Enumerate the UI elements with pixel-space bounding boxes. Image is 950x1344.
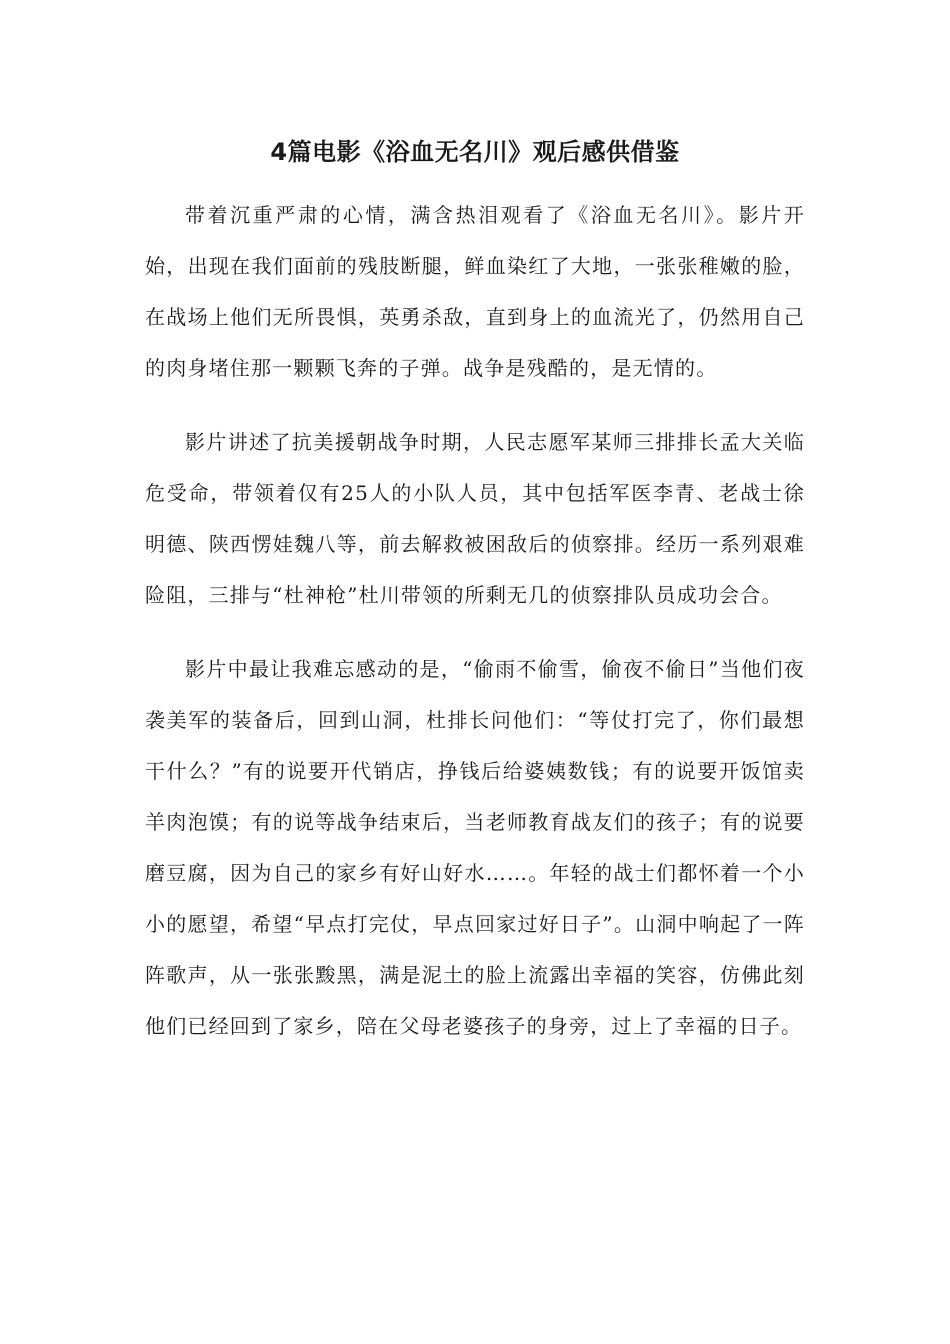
paragraph-3: 影片中最让我难忘感动的是，“偷雨不偷雪，偷夜不偷日”当他们夜袭美军的装备后，回到山洞，杜排长问他们：“等仗打完了，你们最想干什么？”有的说要开代销店，挣钱后给婆姨数钱；有的说要开饭馆卖羊肉泡馍；有的说等战争结束后，当老师教育战友们的孩子；有的说要磨豆腐，因为自己的家乡有好山好水……。年轻的战士们都怀着一个小小的愿望，希望“早点打完仗，早点回家过好日子”。山洞中响起了一阵阵歌声，从一张张黢黑，满是泥土的脸上流露出幸福的笑容，仿佛此刻他们已经回到了家乡，陪在父母老婆孩子的身旁，过上了幸福的日子。 [145, 657, 805, 1038]
document-body [145, 190, 805, 1075]
document-title: 4篇电影《浴血无名川》观后感供借鉴 [270, 138, 680, 166]
paragraph-2: 影片讲述了抗美援朝战争时期，人民志愿军某师三排排长孟大关临危受命，带领着仅有25人的小队人员，其中包括军医李青、老战士徐明德、陕西愣娃魏八等，前去解救被困敌后的侦察排。经历一系列艰难险阻，三排与“杜神枪”杜川带领的所剩无几的侦察排队员成功会合。 [145, 430, 805, 607]
paragraph-1: 带着沉重严肃的心情，满含热泪观看了《浴血无名川》。影片开始，出现在我们面前的残肢断腿，鲜血染红了大地，一张张稚嫩的脸，在战场上他们无所畏惧，英勇杀敌，直到身上的血流光了，仍然用自己的肉身堵住那一颗颗飞奔的子弹。战争是残酷的，是无情的。 [145, 203, 805, 380]
